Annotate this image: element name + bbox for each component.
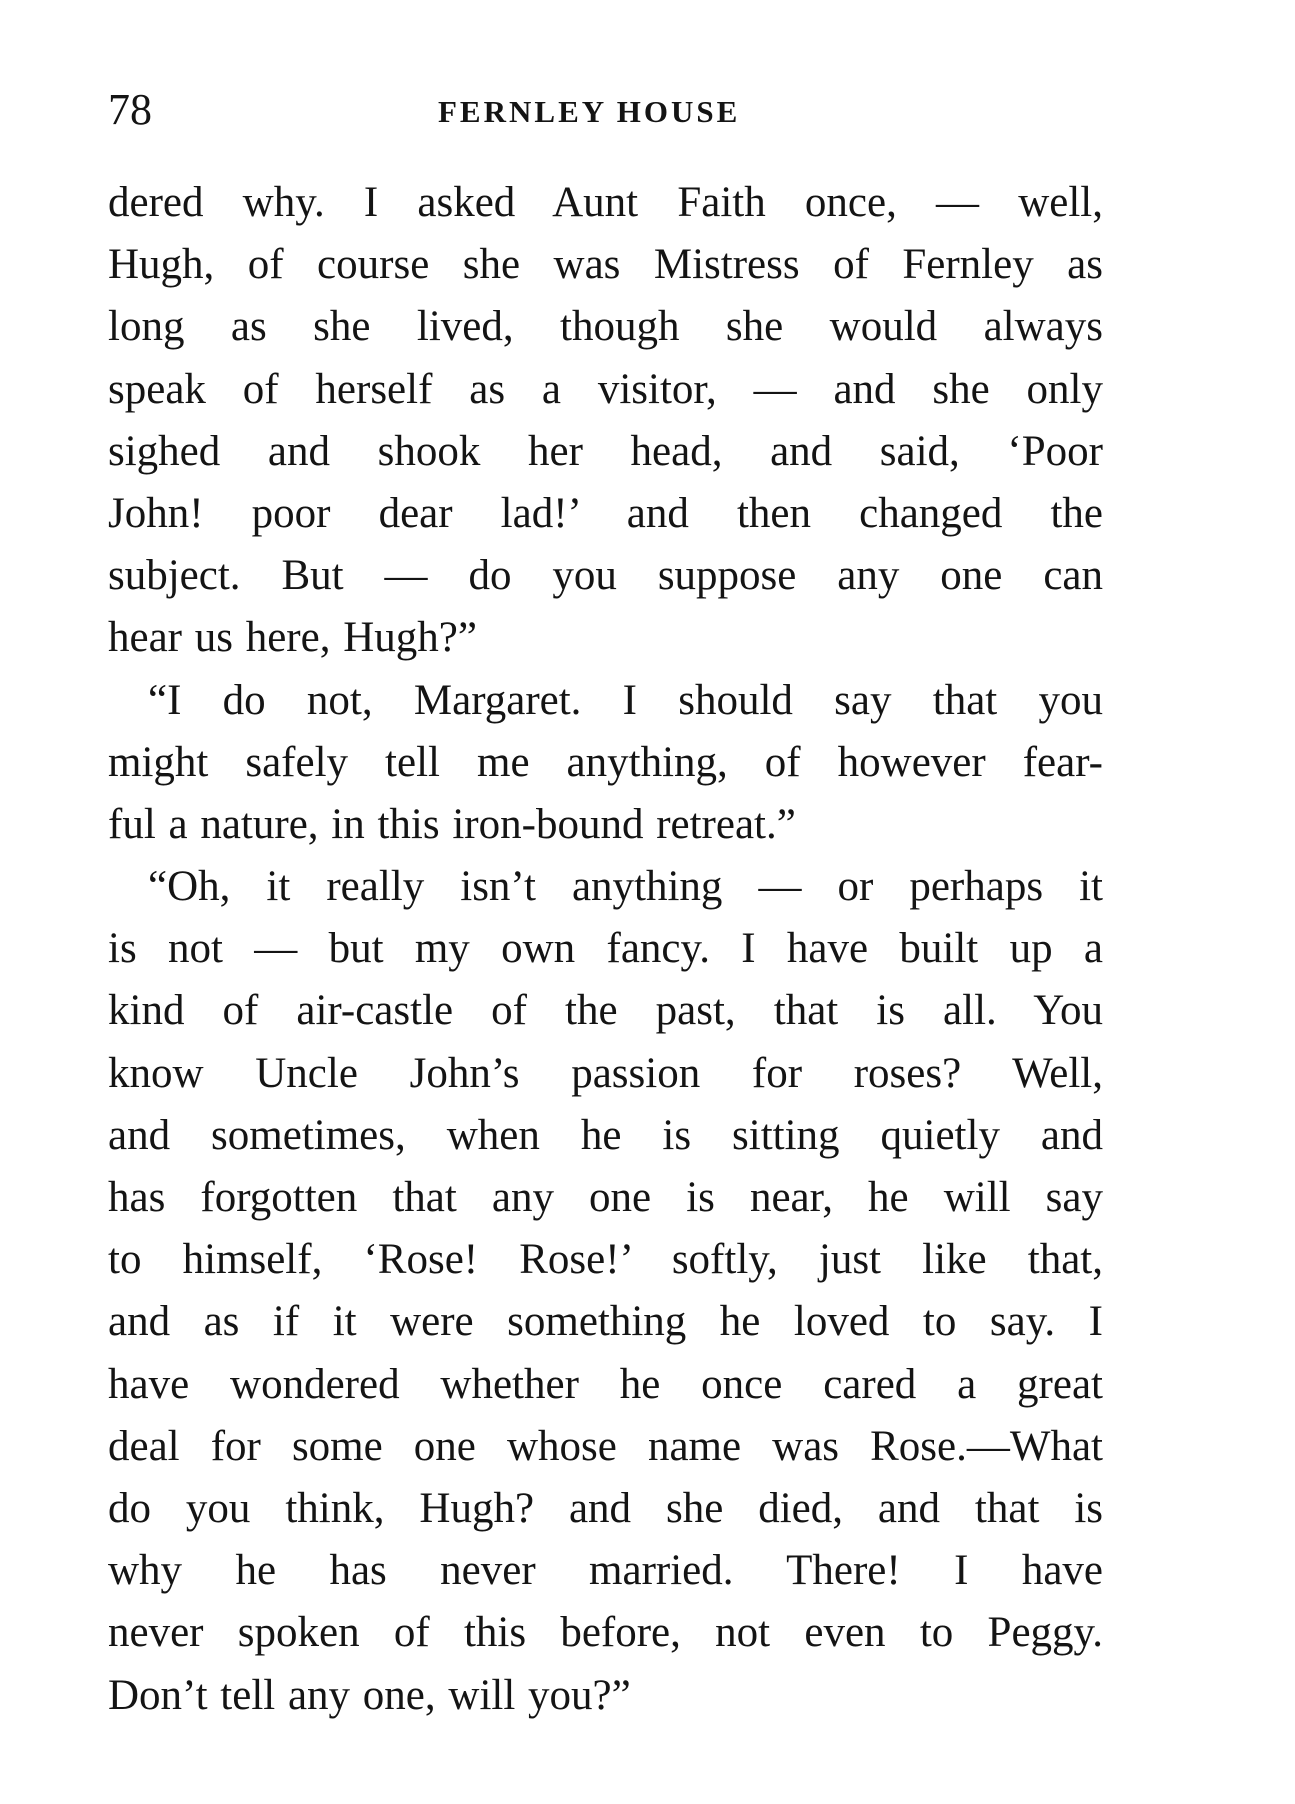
text-line: is not — but my own fancy. I have built up a <box>108 925 1103 973</box>
text-line: long as she lived, though she would always <box>108 303 1103 351</box>
text-line: to himself, ‘Rose! Rose!’ softly, just like that, <box>108 1236 1103 1284</box>
text-line: and sometimes, when he is sitting quietly and <box>108 1111 1103 1159</box>
text-line: and as if it were something he loved to say. I <box>108 1298 1103 1346</box>
text-line: Don’t tell any one, will you?” <box>108 1671 631 1719</box>
page-number: 78 <box>108 85 152 134</box>
text-line: ful a nature, in this iron-bound retreat.” <box>108 800 796 848</box>
text-line: might safely tell me anything, of however fear- <box>108 738 1103 786</box>
text-line: never spoken of this before, not even to Peggy. <box>108 1609 1103 1657</box>
text-line: speak of herself as a visitor, — and she only <box>108 365 1103 413</box>
running-head: FERNLEY HOUSE <box>438 94 741 129</box>
text-line: know Uncle John’s passion for roses? Well, <box>108 1049 1103 1097</box>
body-text <box>108 172 1103 1727</box>
text-line: “Oh, it really isn’t anything — or perhaps it <box>148 863 1103 911</box>
text-line: do you think, Hugh? and she died, and that is <box>108 1484 1103 1532</box>
text-line: have wondered whether he once cared a great <box>108 1360 1103 1408</box>
text-line: sighed and shook her head, and said, ‘Poor <box>108 427 1103 475</box>
text-line: hear us here, Hugh?” <box>108 614 477 662</box>
text-line: “I do not, Margaret. I should say that you <box>148 676 1103 724</box>
text-line: Hugh, of course she was Mistress of Fernley as <box>108 241 1103 289</box>
text-line: kind of air-castle of the past, that is all. You <box>108 987 1103 1035</box>
text-line: John! poor dear lad!’ and then changed the <box>108 489 1103 537</box>
text-line: why he has never married. There! I have <box>108 1547 1103 1595</box>
text-line: deal for some one whose name was Rose.—What <box>108 1422 1103 1470</box>
text-line: dered why. I asked Aunt Faith once, — well, <box>108 179 1103 226</box>
page-header <box>108 82 1103 142</box>
text-line: subject. But — do you suppose any one can <box>108 552 1103 600</box>
text-line: has forgotten that any one is near, he will say <box>108 1174 1103 1221</box>
